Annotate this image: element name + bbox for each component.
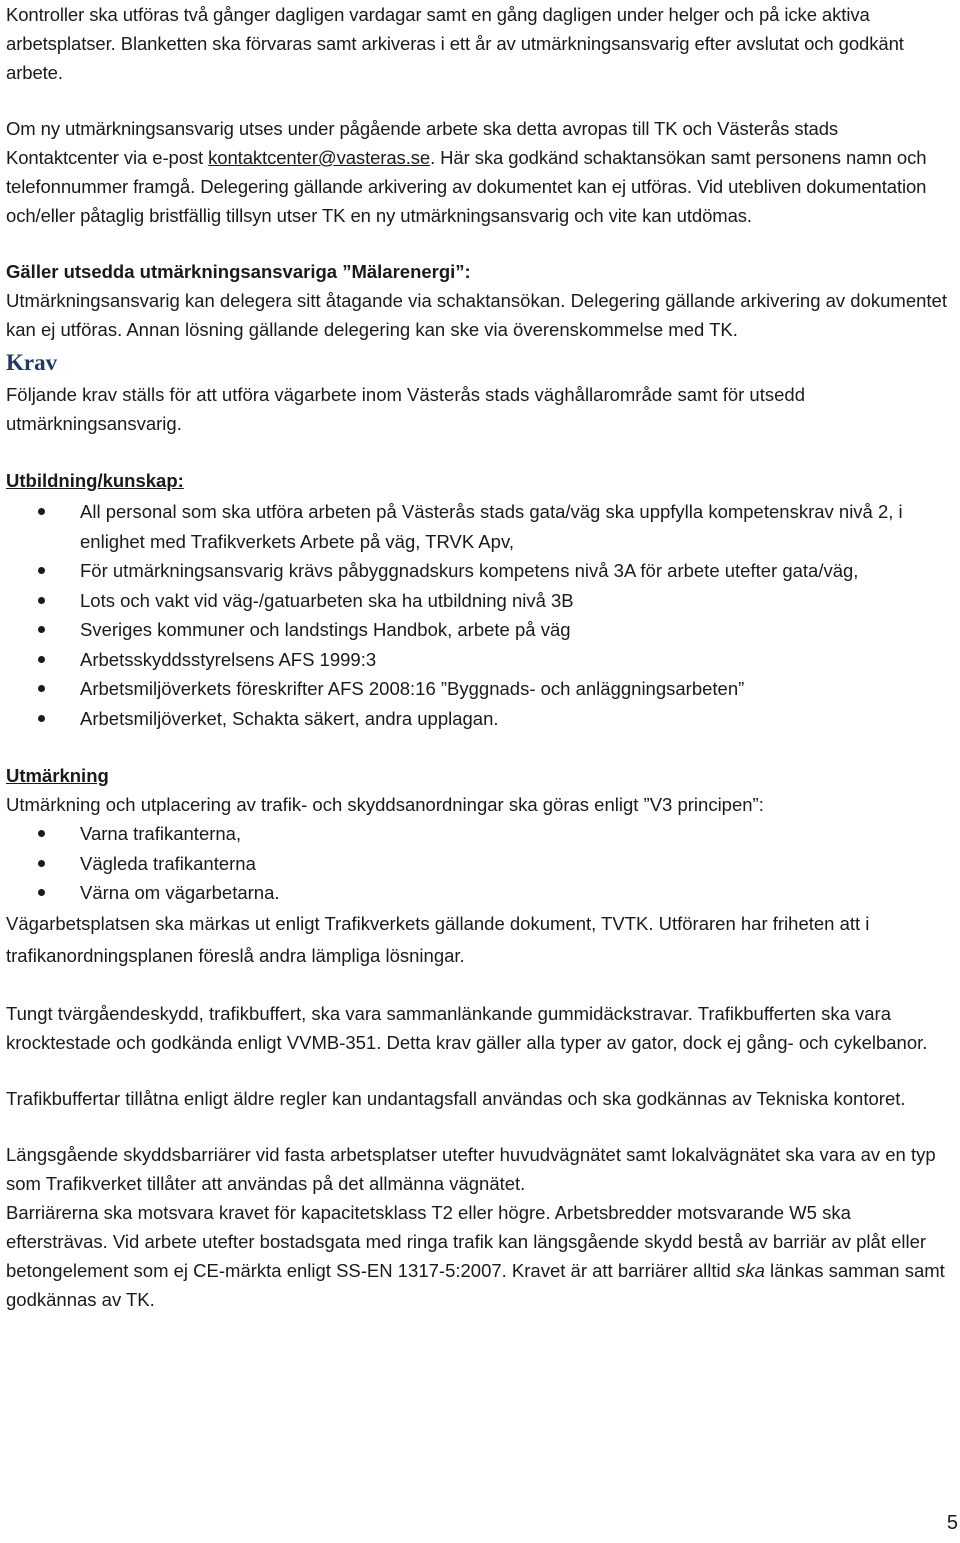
- barriarer-text-before: Barriärerna ska motsvara kravet för kapacitetsklass T2 eller högre. Arbetsbredder motsvarande W5 ska eftersträvas. Vid arbete utefter bostadsgata med ringa trafik kan längsgående skydd bestå av barriär av plåt eller betongelement som ej CE-märkta enligt SS-EN 1317-5:2007. Kravet är att barriärer alltid: [6, 1201, 927, 1281]
- list-item: Värna om vägarbetarna.: [6, 878, 954, 908]
- barriarer-paragraph: [6, 1198, 954, 1314]
- list-item: Sveriges kommuner och landstings Handbok, arbete på väg: [6, 615, 954, 645]
- bullet-icon: [38, 656, 45, 663]
- list-item: För utmärkningsansvarig krävs påbyggnadskurs kompetens nivå 3A för arbete utefter gata/väg,: [6, 556, 954, 586]
- contact-text-before: Om ny utmärkningsansvarig utses under pågående arbete ska detta avropas till TK och Västerås stads Kontaktcenter via e-post: [6, 118, 839, 168]
- bullet-icon: [38, 508, 45, 515]
- tungt-paragraph: Tungt tvärgåendeskydd, trafikbuffert, ska vara sammanlänkande gummidäckstravar. Trafikbufferten ska vara krocktestade och godkända enligt VVMB-351. Detta krav gäller alla typer av gator, dock ej gång- och cykelbanor.: [6, 1002, 928, 1053]
- bullet-icon: [38, 597, 45, 604]
- page-number: 5: [946, 1512, 958, 1534]
- bullet-icon: [38, 626, 45, 633]
- list-item: Arbetsskyddsstyrelsens AFS 1999:3: [6, 645, 954, 675]
- contact-email-link[interactable]: kontaktcenter@vasteras.se: [208, 147, 431, 168]
- v3-list: [6, 819, 954, 908]
- list-item: Vägleda trafikanterna: [6, 849, 954, 879]
- bullet-icon: [38, 685, 45, 692]
- bullet-icon: [38, 830, 45, 837]
- bullet-icon: [38, 715, 45, 722]
- langsgaende-paragraph: Längsgående skyddsbarriärer vid fasta arbetsplatser utefter huvudvägnätet samt lokalvägnätet ska vara av en typ som Trafikverket tillåter att användas på det allmänna vägnätet.: [6, 1143, 936, 1194]
- buffertar-paragraph: Trafikbuffertar tillåtna enligt äldre regler kan undantagsfall användas och ska godkännas av Tekniska kontoret.: [6, 1087, 906, 1109]
- krav-heading: Krav: [6, 350, 58, 375]
- contact-text-after: . Här ska godkänd schaktansökan samt personens namn och telefonnummer framgå. Delegering gällande arkivering av dokumentet kan ej utföras. Vid utebliven dokumentation och/eller påtaglig bristfällig tillsyn utser TK en ny utmärkningsansvarig och vite kan utdömas.: [6, 147, 927, 226]
- intro-paragraph: Kontroller ska utföras två gånger dagligen vardagar samt en gång dagligen under helger och på icke aktiva arbetsplatser. Blanketten ska förvaras samt arkiveras i ett år av utmärkningsansvarig efter avslutat och godkänt arbete.: [6, 4, 904, 83]
- utbildning-heading: Utbildning/kunskap:: [6, 470, 184, 491]
- krav-text: Följande krav ställs för att utföra vägarbete inom Västerås stads väghållarområde samt för utsedd utmärkningsansvarig.: [6, 384, 805, 434]
- list-item: Lots och vakt vid väg-/gatuarbeten ska ha utbildning nivå 3B: [6, 586, 954, 616]
- utmarkning-heading: Utmärkning: [6, 765, 109, 786]
- malarenergi-text: Utmärkningsansvarig kan delegera sitt åtagande via schaktansökan. Delegering gällande arkivering av dokumentet kan ej utföras. Annan lösning gällande delegering kan ske via överenskommelse med TK.: [6, 290, 947, 340]
- document-page: [6, 0, 954, 1314]
- list-item: Arbetsmiljöverket, Schakta säkert, andra upplagan.: [6, 704, 954, 734]
- list-item: All personal som ska utföra arbeten på Västerås stads gata/väg ska uppfylla kompetenskrav nivå 2, i enlighet med Trafikverkets Arbete på väg, TRVK Apv,: [6, 497, 954, 556]
- utmarkning-after: Vägarbetsplatsen ska märkas ut enligt Trafikverkets gällande dokument, TVTK. Utföraren har friheten att i trafikanordningsplanen föreslå andra lämpliga lösningar.: [6, 912, 870, 966]
- bullet-icon: [38, 889, 45, 896]
- list-item: Varna trafikanterna,: [6, 819, 954, 849]
- barriarer-text-after: länkas samman samt godkännas av TK.: [6, 1259, 945, 1310]
- bullet-icon: [38, 567, 45, 574]
- contact-paragraph: [6, 114, 954, 230]
- utbildning-list: [6, 497, 954, 733]
- malarenergi-heading: Gäller utsedda utmärkningsansvariga ”Mälarenergi”:: [6, 261, 471, 282]
- list-item: Arbetsmiljöverkets föreskrifter AFS 2008:16 ”Byggnads- och anläggningsarbeten”: [6, 674, 954, 704]
- bullet-icon: [38, 860, 45, 867]
- utmarkning-intro: Utmärkning och utplacering av trafik- och skyddsanordningar ska göras enligt ”V3 principen”:: [6, 794, 764, 815]
- barriarer-emphasis: ska: [736, 1259, 765, 1281]
